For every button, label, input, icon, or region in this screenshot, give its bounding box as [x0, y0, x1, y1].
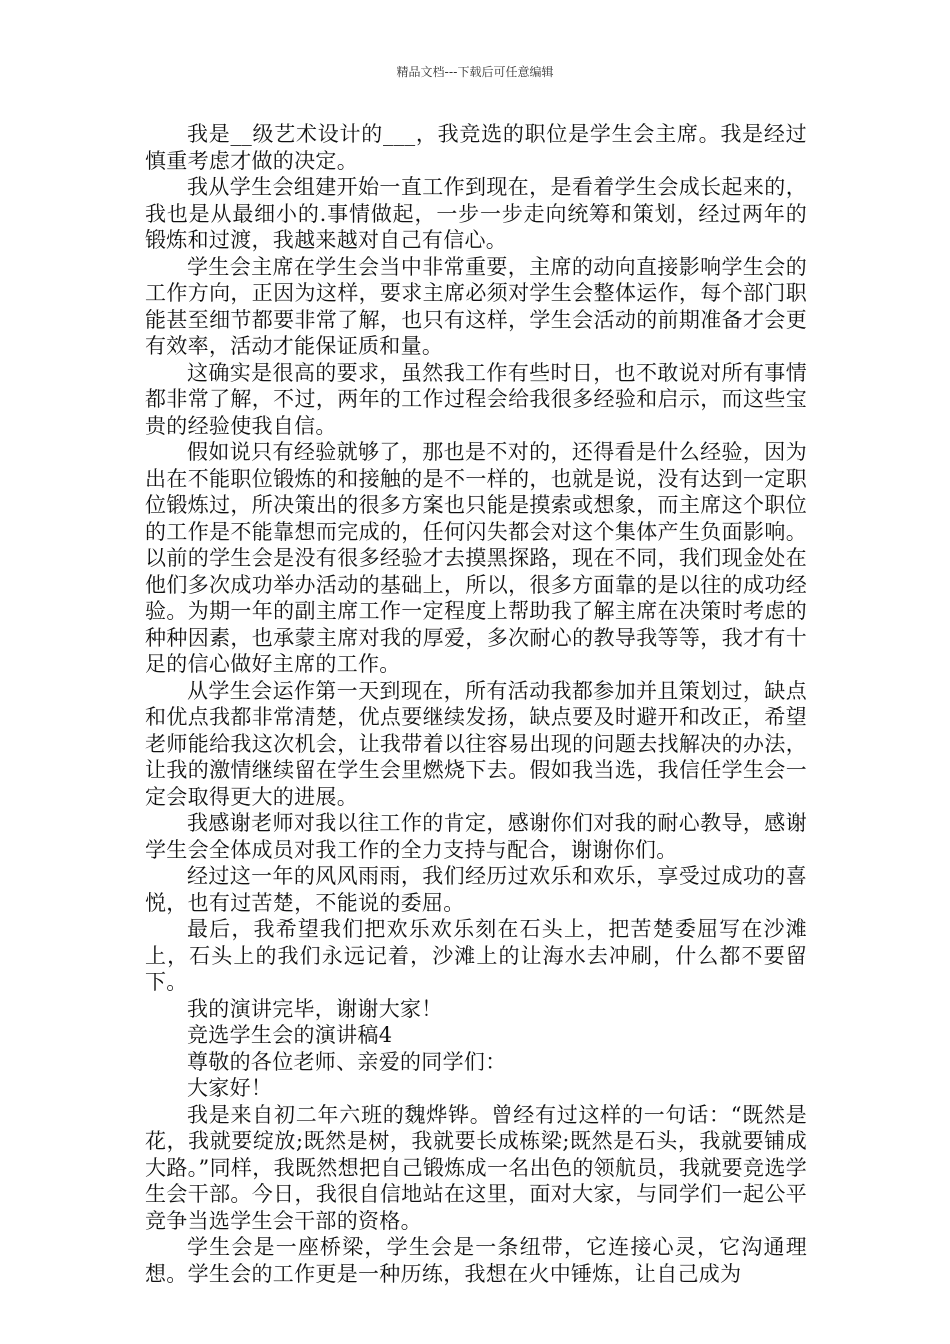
paragraph-1: 我是__级艺术设计的___，我竞选的职位是学生会主席。我是经过慎重考虑才做的决定。 [145, 122, 807, 173]
paragraph-5: 假如说只有经验就够了，那也是不对的，还得看是什么经验，因为出在不能职位锻炼的和接触的是不一样的，也就是说，没有达到一定职位锻炼过，所决策出的很多方案也只能是摸索或想象，而主席这个职位的工作是不能靠想而完成的，任何闪失都会对这个集体产生负面影响。以前的学生会是没有很多经验才去摸黑探路，现在不同，我们现金处在他们多次成功举办活动的基础上，所以，很多方面靠的是以往的成功经验。为期一年的副主席工作一定程度上帮助我了解主席在决策时考虑的种种因素，也承蒙主席对我的厚爱，多次耐心的教导我等等，我才有十足的信心做好主席的工作。 [145, 440, 807, 676]
paragraph-4: 这确实是很高的要求，虽然我工作有些时日，也不敢说对所有事情都非常了解，不过，两年的工作过程会给我很多经验和启示，而这些宝贵的经验使我自信。 [145, 360, 807, 438]
paragraph-8: 经过这一年的风风雨雨，我们经历过欢乐和欢乐，享受过成功的喜悦，也有过苦楚，不能说的委屈。 [145, 864, 807, 915]
paragraph-7: 我感谢老师对我以往工作的肯定，感谢你们对我的耐心教导，感谢学生会全体成员对我工作的全力支持与配合，谢谢你们。 [145, 811, 807, 862]
document-body [145, 121, 807, 1287]
greeting: 大家好！ [187, 1076, 273, 1100]
paragraph-10: 我的演讲完毕，谢谢大家！ [187, 996, 443, 1021]
paragraph-6: 从学生会运作第一天到现在，所有活动我都参加并且策划过，缺点和优点我都非常清楚，优点要继续发扬，缺点要及时避开和改正，希望老师能给我这次机会，让我带着以往容易出现的问题去找解决的办法，让我的激情继续留在学生会里燃烧下去。假如我当选，我信任学生会一定会取得更大的进展。 [145, 678, 807, 809]
paragraph-15: 学生会是一座桥梁，学生会是一条纽带，它连接心灵，它沟通理想。学生会的工作更是一种历练，我想在火中锤炼，让自己成为 [145, 1235, 807, 1286]
page-header: 精品文档---下载后可任意编辑 [396, 65, 554, 79]
salutation: 尊敬的各位老师、亲爱的同学们： [187, 1049, 507, 1074]
paragraph-2: 我从学生会组建开始一直工作到现在，是看着学生会成长起来的，我也是从最细小的.事情做起，一步一步走向统筹和策划，经过两年的锻炼和过渡，我越来越对自己有信心。 [145, 175, 807, 252]
paragraph-9: 最后，我希望我们把欢乐欢乐刻在石头上，把苦楚委屈写在沙滩上，石头上的我们永远记着，沙滩上的让海水去冲刷，什么都不要留下。 [145, 917, 807, 994]
section-title: 竞选学生会的演讲稿4 [187, 1023, 393, 1047]
paragraph-14: 我是来自初二年六班的魏烨铧。曾经有过这样的一句话：“既然是花，我就要绽放;既然是树，我就要长成栋梁;既然是石头，我就要铺成大路。”同样，我既然想把自己锻炼成一名出色的领航员，我就要竞选学生会干部。今日，我很自信地站在这里，面对大家，与同学们一起公平竞争当选学生会干部的资格。 [145, 1102, 807, 1233]
paragraph-3: 学生会主席在学生会当中非常重要，主席的动向直接影响学生会的工作方向，正因为这样，要求主席必须对学生会整体运作，每个部门职能甚至细节都要非常了解，也只有这样，学生会活动的前期准备才会更有效率，活动才能保证质和量。 [145, 254, 807, 358]
